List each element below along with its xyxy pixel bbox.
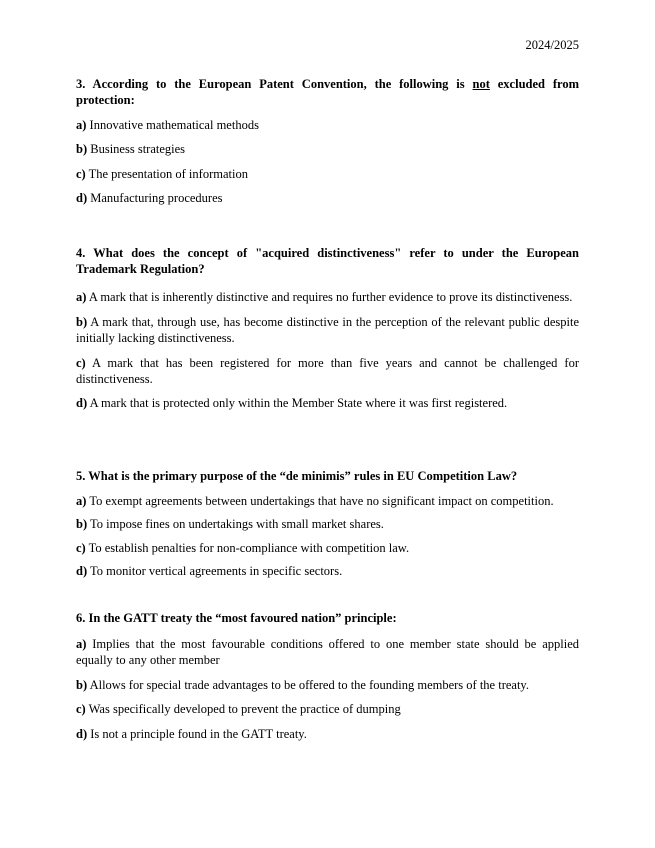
- question-5-option-c: c) To establish penalties for non-compliance with competition law.: [76, 541, 410, 555]
- question-6-option-c: c) Was specifically developed to prevent the practice of dumping: [76, 702, 401, 716]
- question-3-option-c: c) The presentation of information: [76, 167, 248, 181]
- question-6-option-d: d) Is not a principle found in the GATT treaty.: [76, 727, 307, 741]
- question-4-option-d: d) A mark that is protected only within the Member State where it was first registered.: [76, 396, 508, 410]
- academic-year: 2024/2025: [525, 38, 579, 52]
- question-4-option-a: a) A mark that is inherently distinctive and requires no further evidence to prove its distinctiveness.: [76, 290, 573, 304]
- question-5-option-d: d) To monitor vertical agreements in specific sectors.: [76, 564, 343, 578]
- question-4-title: 4. What does the concept of "acquired distinctiveness" refer to under the European Trademark Regulation?: [76, 246, 579, 276]
- question-5-option-a: a) To exempt agreements between undertakings that have no significant impact on competition.: [76, 494, 554, 508]
- question-3-option-d: d) Manufacturing procedures: [76, 191, 223, 205]
- question-5-option-b: b) To impose fines on undertakings with small market shares.: [76, 517, 384, 531]
- question-4-option-c: c) A mark that has been registered for more than five years and cannot be challenged for distinctiveness.: [76, 356, 579, 386]
- question-3-option-b: b) Business strategies: [76, 142, 186, 156]
- question-6-option-b: b) Allows for special trade advantages to be offered to the founding members of the treaty.: [76, 678, 529, 692]
- question-6: [76, 611, 579, 746]
- question-6-option-a: a) Implies that the most favourable conditions offered to one member state should be applied equally to any other member: [76, 637, 579, 667]
- question-6-title: 6. In the GATT treaty the “most favoured nation” principle:: [76, 611, 397, 625]
- question-5-title: 5. What is the primary purpose of the “de minimis” rules in EU Competition Law?: [76, 469, 518, 483]
- question-5: [76, 469, 579, 584]
- emphasis-not: not: [472, 77, 490, 91]
- question-3: [76, 77, 579, 212]
- question-4: [76, 246, 579, 416]
- question-3-title: 3. According to the European Patent Convention, the following is not excluded from protection:: [76, 77, 579, 107]
- question-3-option-a: a) Innovative mathematical methods: [76, 118, 259, 132]
- question-4-option-b: b) A mark that, through use, has become distinctive in the perception of the relevant public despite initially lacking distinctiveness.: [76, 315, 579, 345]
